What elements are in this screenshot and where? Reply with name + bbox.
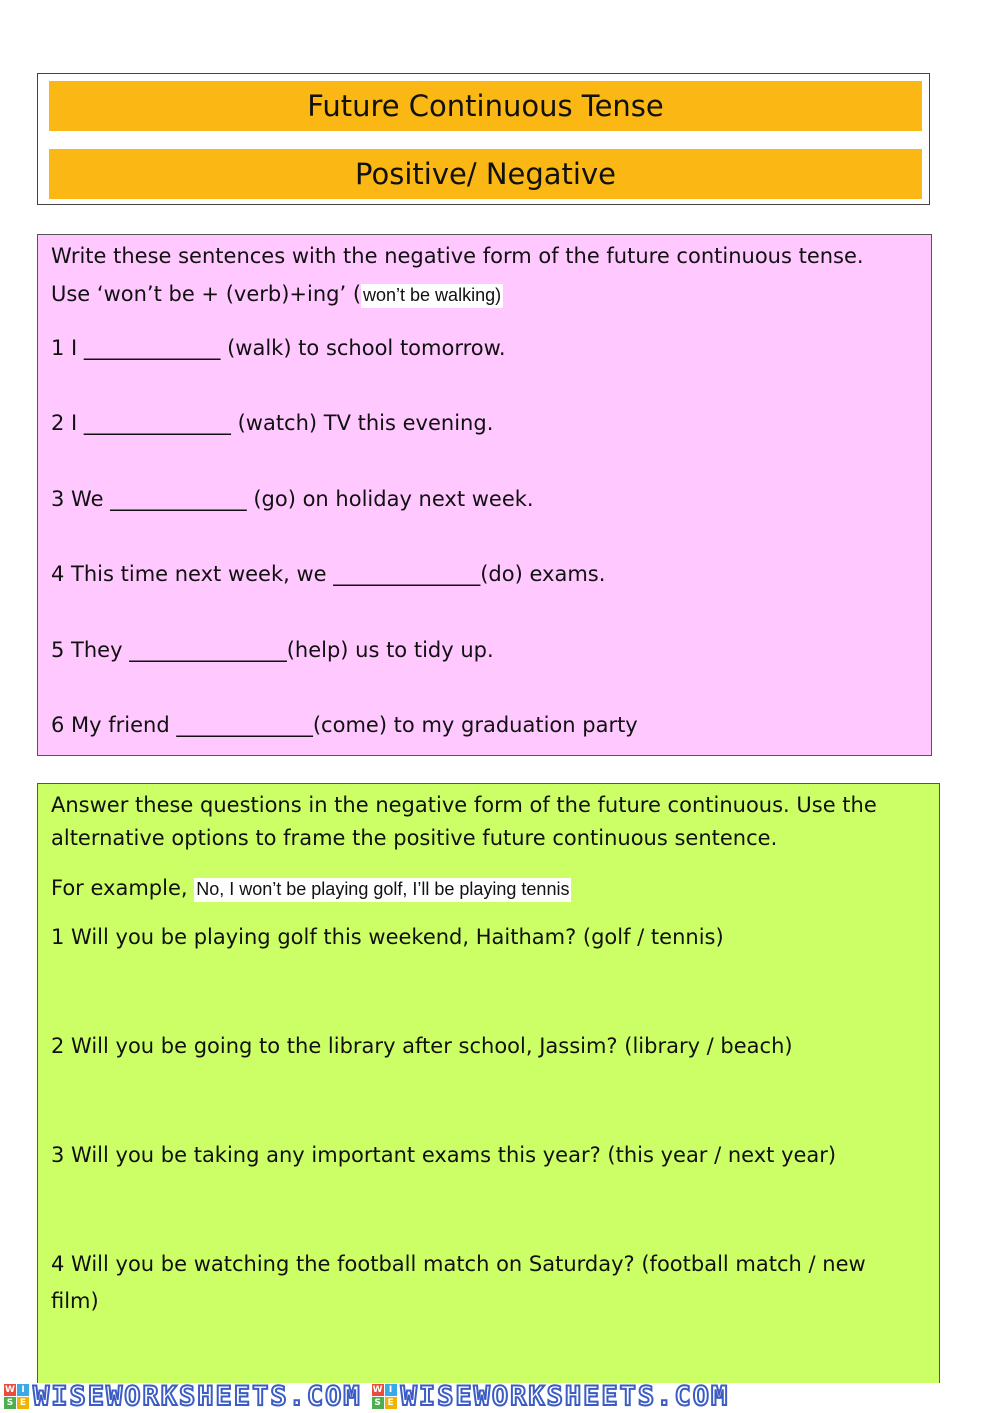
exercise-item-4[interactable]: 4 This time next week, we ______________(do) exams. [51, 562, 606, 586]
exercise-item-1[interactable]: 1 I _____________ (walk) to school tomorrow. [51, 336, 506, 360]
question-item-2: 2 Will you be going to the library after school, Jassim? (library / beach) [51, 1034, 793, 1058]
exercise-item-5[interactable]: 5 They _______________(help) us to tidy up. [51, 638, 494, 662]
logo-icon: W I S E [372, 1384, 397, 1409]
example-highlight: No, I won’t be playing golf, I’ll be playing tennis [194, 878, 571, 902]
footer-watermark [0, 1380, 1000, 1413]
exercise-item-6[interactable]: 6 My friend _____________(come) to my graduation party [51, 713, 638, 737]
negative-exercise-section [37, 234, 932, 756]
question-item-1: 1 Will you be playing golf this weekend, Haitham? (golf / tennis) [51, 925, 724, 949]
question-item-3: 3 Will you be taking any important exams this year? (this year / next year) [51, 1143, 837, 1167]
question-item-4: 4 Will you be watching the football match on Saturday? (football match / new [51, 1252, 866, 1276]
exercise-item-2[interactable]: 2 I ______________ (watch) TV this evening. [51, 411, 494, 435]
instruction-line-2: alternative options to frame the positive future continuous sentence. [51, 826, 778, 850]
question-item-4-cont: film) [51, 1289, 99, 1313]
logo-text: WISEWORKSHEETS.COM [33, 1381, 362, 1412]
watermark-logo [368, 1381, 730, 1412]
page-title: Future Continuous Tense [49, 81, 922, 131]
page-subtitle: Positive/ Negative [49, 149, 922, 199]
logo-text: WISEWORKSHEETS.COM [400, 1381, 730, 1412]
example-highlight: won’t be walking) [361, 284, 503, 308]
title-box [37, 73, 930, 205]
watermark-logo [0, 1381, 362, 1412]
example-line [51, 876, 571, 900]
instruction-line-1: Write these sentences with the negative form of the future continuous tense. [51, 244, 864, 268]
instruction-text: Use ‘won’t be + (verb)+ing’ ( [51, 282, 362, 306]
question-exercise-section [37, 783, 940, 1383]
example-label: For example, [51, 876, 195, 900]
instruction-line-1: Answer these questions in the negative form of the future continuous. Use the [51, 793, 877, 817]
exercise-item-3[interactable]: 3 We _____________ (go) on holiday next week. [51, 487, 534, 511]
logo-icon: W I S E [4, 1384, 29, 1409]
instruction-line-2 [51, 282, 503, 306]
